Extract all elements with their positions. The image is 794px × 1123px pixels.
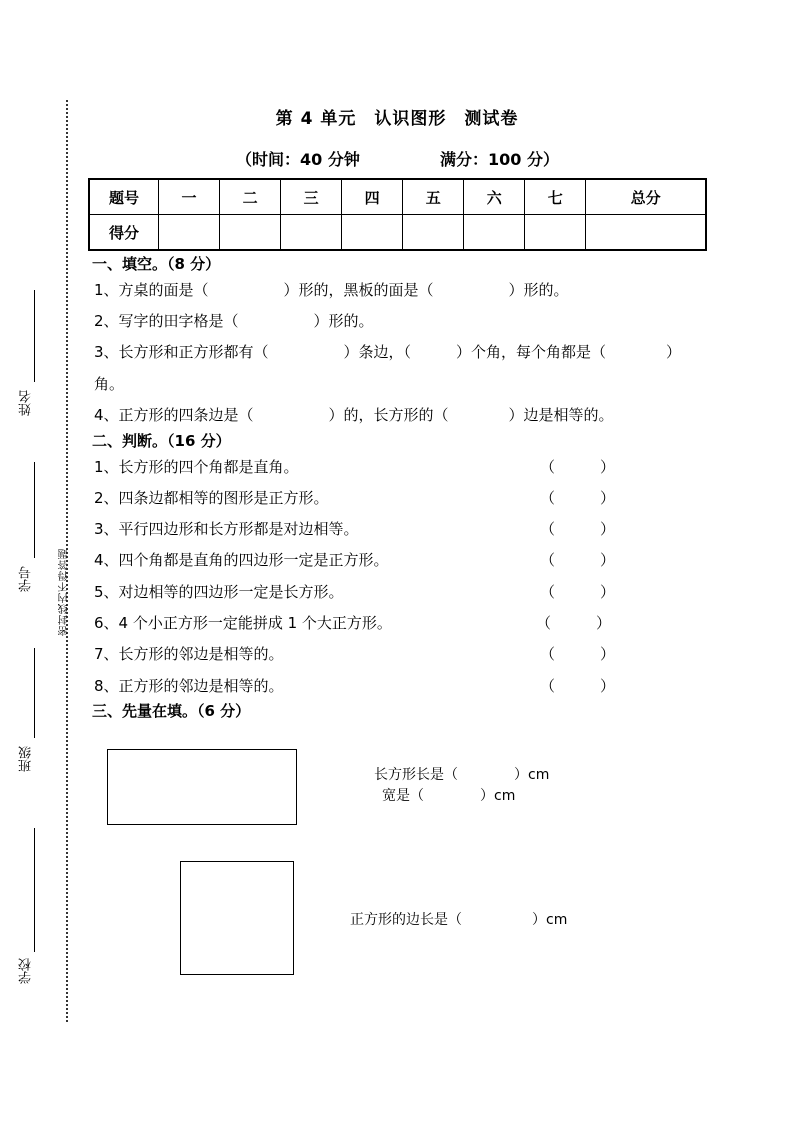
score-cell[interactable] <box>159 215 220 251</box>
judge-question-5: 5、对边相等的四边形一定是长方形。 <box>94 583 344 601</box>
table-header-cell: 总分 <box>586 179 706 215</box>
score-table <box>88 178 707 251</box>
score-cell[interactable] <box>525 215 586 251</box>
judge-question-1: 1、长方形的四个角都是直角。 <box>94 458 299 476</box>
class-write-line <box>34 648 35 738</box>
name-write-line <box>34 290 35 382</box>
score-table-header-row <box>89 179 706 215</box>
judge-question-3: 3、平行四边形和长方形都是对边相等。 <box>94 520 359 538</box>
section-measure-title: 三、先量在填。（6 分） <box>92 702 251 720</box>
fill-in-question-3-cont: 角。 <box>94 375 125 393</box>
score-row-label: 得分 <box>89 215 159 251</box>
rectangle-length-blank[interactable]: 长方形长是（ ）cm <box>374 767 550 783</box>
section-fill-in-title: 一、填空。（8 分） <box>92 255 221 273</box>
judge-answer-7[interactable]: （ ） <box>540 645 616 663</box>
square-side-blank[interactable]: 正方形的边长是（ ）cm <box>350 912 568 928</box>
name-label: 姓名 <box>19 390 34 416</box>
fill-in-question-3: 3、长方形和正方形都有（ ）条边，（ ）个角，每个角都是（ ） <box>94 343 682 361</box>
judge-answer-8[interactable]: （ ） <box>540 677 616 695</box>
score-cell[interactable] <box>342 215 403 251</box>
judge-answer-2[interactable]: （ ） <box>540 489 616 507</box>
table-header-cell: 六 <box>464 179 525 215</box>
score-cell[interactable] <box>403 215 464 251</box>
judge-answer-5[interactable]: （ ） <box>540 583 616 601</box>
student-id-label: 学号 <box>19 566 34 592</box>
table-header-cell: 四 <box>342 179 403 215</box>
fill-in-question-2: 2、写字的田字格是（ ）形的。 <box>94 312 374 330</box>
section-judge-title: 二、判断。（16 分） <box>92 432 231 450</box>
judge-answer-1[interactable]: （ ） <box>540 458 616 476</box>
fill-in-question-4: 4、正方形的四条边是（ ）的，长方形的（ ）边是相等的。 <box>94 406 614 424</box>
score-cell[interactable] <box>281 215 342 251</box>
school-write-line <box>34 828 35 952</box>
score-cell[interactable] <box>220 215 281 251</box>
seal-note: 密封线内不得答题 <box>59 548 70 636</box>
table-header-cell: 七 <box>525 179 586 215</box>
class-label: 班级 <box>19 746 34 772</box>
table-header-cell: 题号 <box>89 179 159 215</box>
square-figure <box>180 861 294 975</box>
score-table-score-row <box>89 215 706 251</box>
score-cell[interactable] <box>464 215 525 251</box>
fill-in-question-1: 1、方桌的面是（ ）形的，黑板的面是（ ）形的。 <box>94 281 569 299</box>
page-title: 第 4 单元 认识图形 测试卷 <box>275 109 519 129</box>
time-limit: （时间：40 分钟 <box>236 150 360 169</box>
judge-answer-3[interactable]: （ ） <box>540 520 616 538</box>
table-header-cell: 五 <box>403 179 464 215</box>
judge-question-4: 4、四个角都是直角的四边形一定是正方形。 <box>94 551 389 569</box>
judge-answer-6[interactable]: （ ） <box>536 614 612 632</box>
score-cell[interactable] <box>586 215 706 251</box>
judge-question-6: 6、4 个小正方形一定能拼成 1 个大正方形。 <box>94 614 392 632</box>
judge-answer-4[interactable]: （ ） <box>540 551 616 569</box>
judge-question-2: 2、四条边都相等的图形是正方形。 <box>94 489 329 507</box>
table-header-cell: 一 <box>159 179 220 215</box>
table-header-cell: 三 <box>281 179 342 215</box>
rectangle-figure <box>107 749 297 825</box>
rectangle-width-blank[interactable]: 宽是（ ）cm <box>382 788 516 804</box>
full-score: 满分：100 分） <box>440 150 559 169</box>
judge-question-7: 7、长方形的邻边是相等的。 <box>94 645 284 663</box>
school-label: 学校 <box>19 958 34 984</box>
table-header-cell: 二 <box>220 179 281 215</box>
judge-question-8: 8、正方形的邻边是相等的。 <box>94 677 284 695</box>
student-id-write-line <box>34 462 35 558</box>
